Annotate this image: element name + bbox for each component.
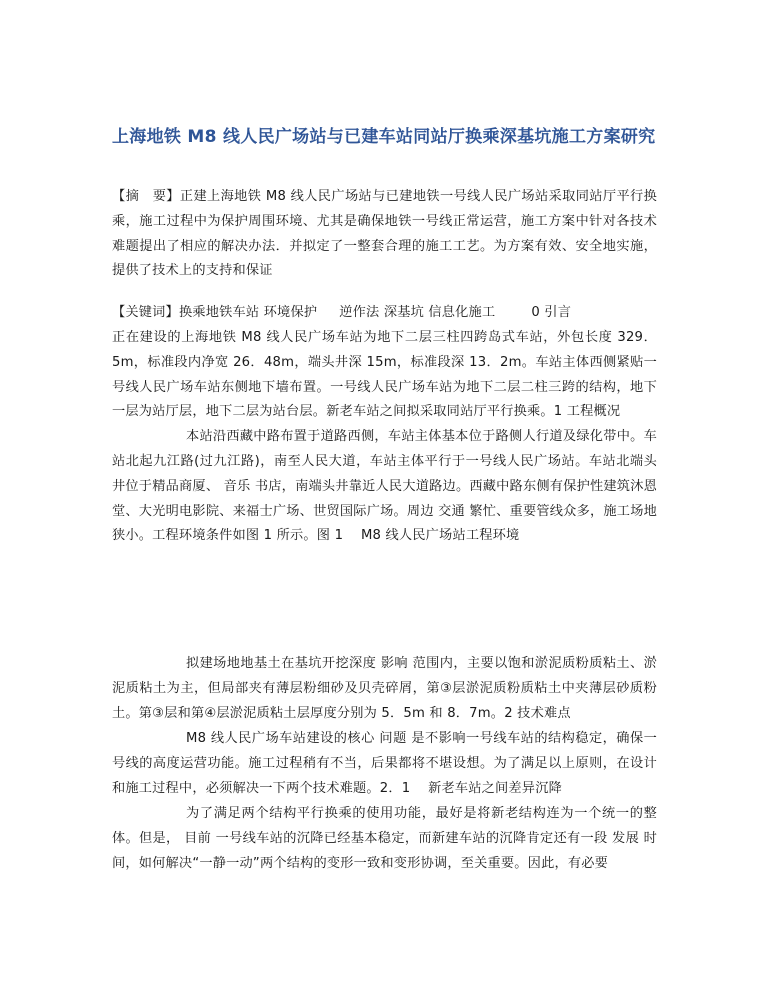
difficulty-paragraph: M8 线人民广场车站建设的核心 问题 是不影响一号线车站的结构稳定，确保一号线的高度运营功能。施工过程稍有不当，后果都将不堪设想。为了满足以上原则，在设计和施工过程中，必须解决一下两个技术难题。2．1 新老车站之间差异沉降 [112, 731, 657, 796]
intro-text: 正在建设的上海地铁 M8 线人民广场车站为地下二层三柱四跨岛式车站，外包长度 329．5m，标准段内净宽 26．48m，端头井深 15m，标准段深 13．2m。车站主体西侧紧贴一号线人民广场车站东侧地下墙布置。一号线人民广场车站为地下二层二柱三跨的结构，地下一层为站厅层，地下二层为站台层。新老车站之间拟采取同站厅平行换乘。1 工程概况 [112, 330, 657, 420]
keyword: 环境保护 [263, 305, 318, 320]
keyword: 逆作法 [339, 305, 380, 320]
keywords-line [112, 301, 657, 326]
geology-paragraph: 拟建场地地基土在基坑开挖深度 影响 范围内，主要以饱和淤泥质粉质粘土、淤泥质粘土为主，但局部夹有薄层粉细砂及贝壳碎屑，第③层淤泥质粉质粘土中夹薄层砂质粉土。第③层和第④层淤泥质粘土层厚度分别为 5．5m 和 8．7m。2 技术难点 [112, 656, 657, 721]
abstract-paragraph: 【摘 要】正建上海地铁 M8 线人民广场站与已建地铁一号线人民广场站采取同站厅平行换乘，施工过程中为保护周围环境、尤其是确保地铁一号线正常运营，施工方案中针对各技术难题提出了相应的解决办法．并拟定了一整套合理的施工工艺。为方案有效、安全地实施，提供了技术上的支持和保证 [112, 189, 657, 279]
keyword: 换乘地铁车站 [178, 305, 260, 320]
keywords-label: 【关键词】 [112, 305, 179, 320]
keyword: 信息化施工 [428, 305, 496, 320]
intro-heading: 0 引言 [531, 305, 572, 320]
keyword: 深基坑 [383, 305, 424, 320]
overview-paragraph: 本站沿西藏中路布置于道路西侧，车站主体基本位于路侧人行道及绿化带中。车站北起九江路(过九江路)，南至人民大道，车站主体平行于一号线人民广场站。车站北端头井位于精品商厦、 音乐 书店，南端头井靠近人民大道路边。西藏中路东侧有保护性建筑沐恩堂、大光明电影院、来福士广场、世贸国际广场。周边 交通 繁忙、重要管线众多，施工场地狭小。工程环境条件如图 1 所示。图 1 M8 线人民广场站工程环境 [112, 429, 657, 544]
intro-paragraph [112, 326, 657, 549]
document-title: 上海地铁 M8 线人民广场站与已建车站同站厅换乘深基坑施工方案研究 [112, 127, 656, 147]
settlement-paragraph: 为了满足两个结构平行换乘的使用功能，最好是将新老结构连为一个统一的整体。但是， 目前 一号线车站的沉降已经基本稳定，而新建车站的沉降肯定还有一段 发展 时间，如何解决“一静一动”两个结构的变形一致和变形协调，至关重要。因此，有必要 [112, 806, 657, 871]
